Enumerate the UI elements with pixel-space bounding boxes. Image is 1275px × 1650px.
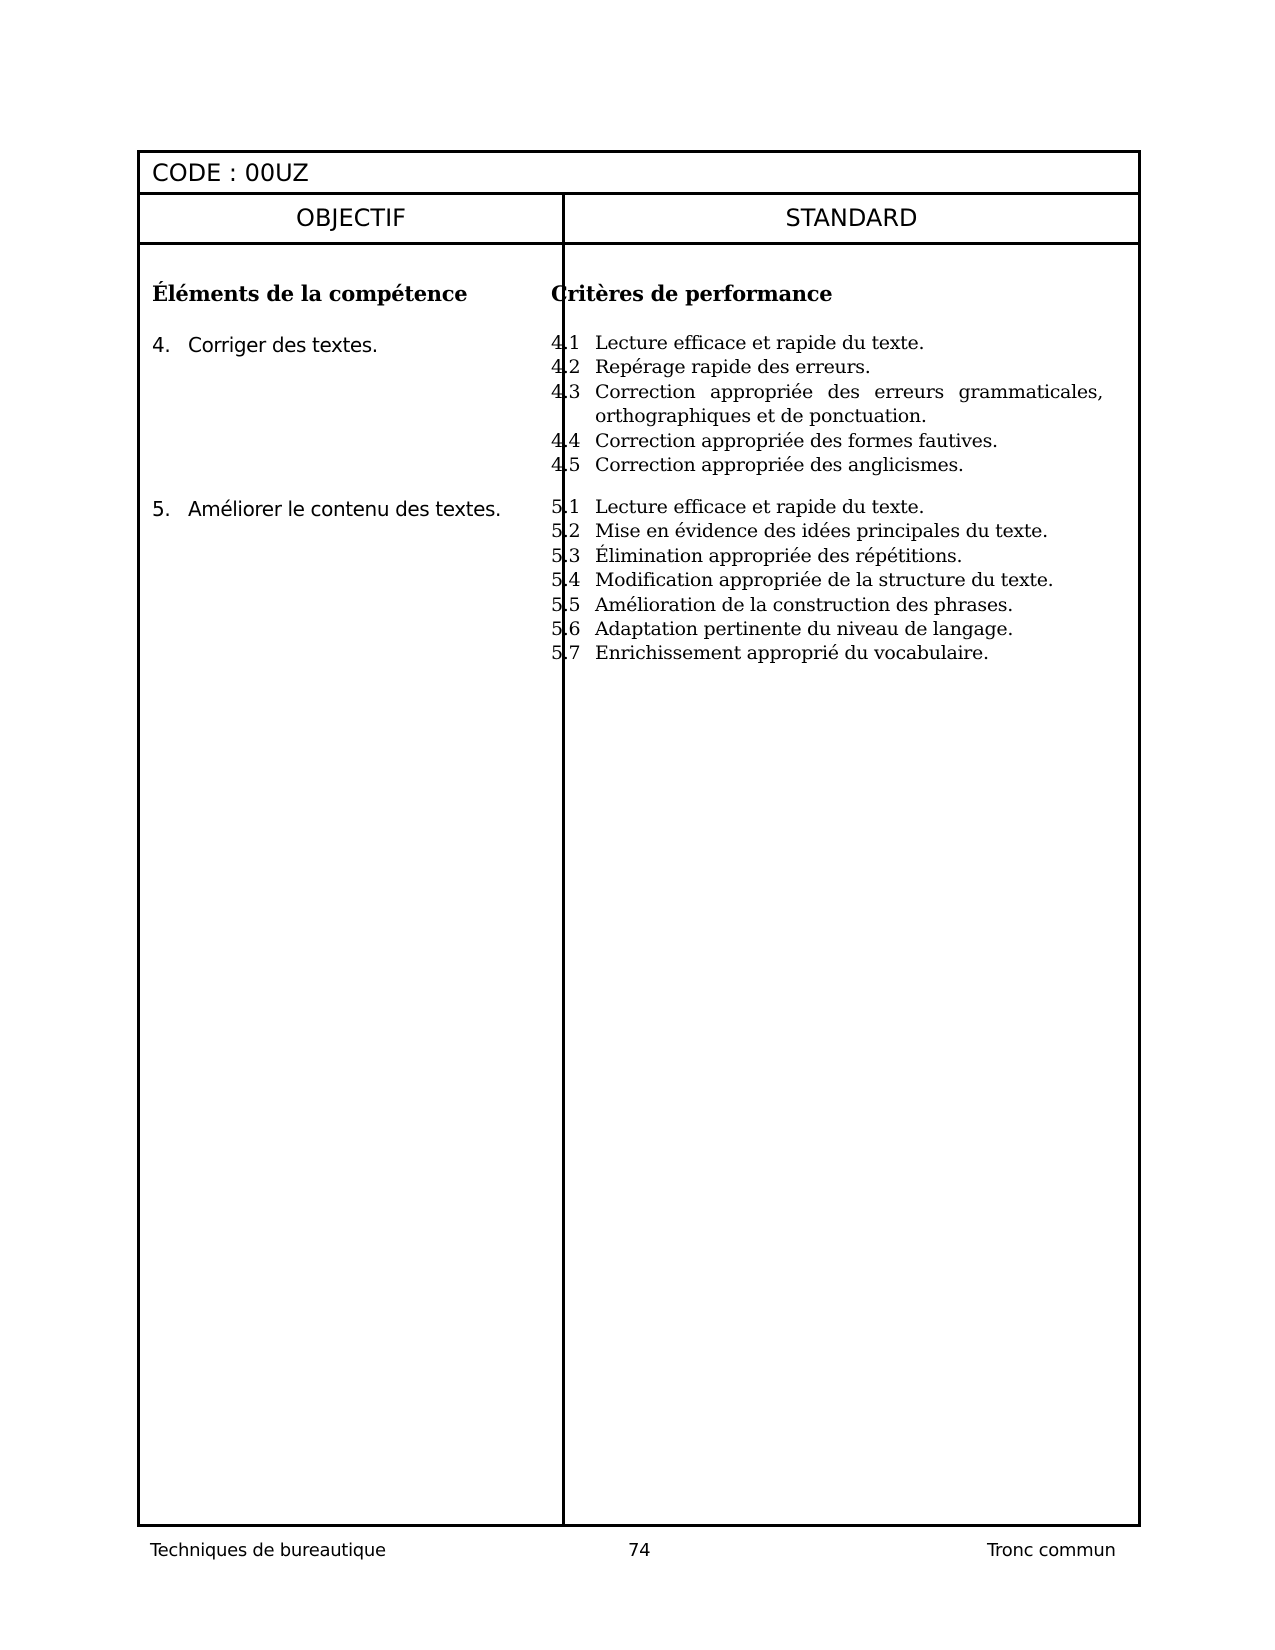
- criterion-text: Repérage rapide des erreurs.: [595, 356, 871, 379]
- criterion-item: [551, 355, 1103, 379]
- element-text: Améliorer le contenu des textes.: [188, 497, 502, 521]
- criterion-item: [551, 641, 1103, 665]
- element-item: [152, 333, 378, 357]
- criterion-number: 5.6: [551, 618, 581, 641]
- competency-table: [137, 150, 1141, 1527]
- element-number: 5.: [152, 497, 171, 521]
- criterion-item: [551, 453, 1103, 477]
- criterion-number: 5.7: [551, 642, 581, 665]
- criterion-text: Correction appropriée des formes fautives.: [595, 429, 998, 452]
- elements-title: Éléments de la compétence: [152, 281, 468, 306]
- criterion-item: [551, 544, 1103, 568]
- criterion-item: [551, 495, 1103, 519]
- criterion-number: 5.3: [551, 544, 581, 567]
- criterion-number: 5.2: [551, 520, 581, 543]
- criterion-text: Lecture efficace et rapide du texte.: [595, 496, 925, 518]
- element-item: [152, 497, 501, 521]
- code-label: CODE : 00UZ: [140, 153, 1138, 195]
- criterion-text: Correction appropriée des anglicismes.: [595, 454, 964, 477]
- criterion-text: Modification appropriée de la structure du texte.: [595, 569, 1054, 592]
- criteria-list-5: [551, 495, 1103, 666]
- criterion-number: 4.3: [551, 380, 581, 403]
- criterion-text: Enrichissement approprié du vocabulaire.: [595, 642, 989, 665]
- standard-header: STANDARD: [785, 204, 918, 232]
- footer-program: Techniques de bureautique: [150, 1540, 386, 1561]
- criterion-text: Amélioration de la construction des phrases.: [595, 593, 1013, 616]
- criterion-text: Lecture efficace et rapide du texte.: [595, 332, 925, 354]
- criterion-number: 4.4: [551, 429, 581, 452]
- criterion-text: Adaptation pertinente du niveau de langage.: [595, 618, 1014, 641]
- criterion-item: [551, 380, 1103, 429]
- criterion-item: [551, 568, 1103, 592]
- criterion-number: 5.1: [551, 496, 581, 518]
- criterion-number: 4.2: [551, 356, 581, 379]
- footer-section: Tronc commun: [987, 1540, 1116, 1561]
- column-header-row: [140, 193, 1138, 245]
- criterion-number: 5.4: [551, 569, 581, 592]
- criterion-item: [551, 331, 1103, 355]
- criteria-title: Critères de performance: [551, 281, 833, 306]
- criterion-number: 4.1: [551, 332, 581, 354]
- criterion-text: Mise en évidence des idées principales du texte.: [595, 520, 1048, 543]
- criterion-text: Élimination appropriée des répétitions.: [595, 544, 963, 567]
- criteria-list-4: [551, 331, 1103, 477]
- criterion-item: [551, 593, 1103, 617]
- criterion-item: [551, 519, 1103, 543]
- criterion-number: 4.5: [551, 454, 581, 477]
- criterion-number: 5.5: [551, 593, 581, 616]
- element-number: 4.: [152, 333, 171, 357]
- page-number: 74: [628, 1540, 651, 1561]
- objectif-header: OBJECTIF: [296, 204, 406, 232]
- criterion-item: [551, 617, 1103, 641]
- criterion-item: [551, 429, 1103, 453]
- element-text: Corriger des textes.: [188, 333, 378, 357]
- criterion-text: Correction appropriée des erreurs grammaticales, orthographiques et de ponctuation.: [595, 380, 1103, 428]
